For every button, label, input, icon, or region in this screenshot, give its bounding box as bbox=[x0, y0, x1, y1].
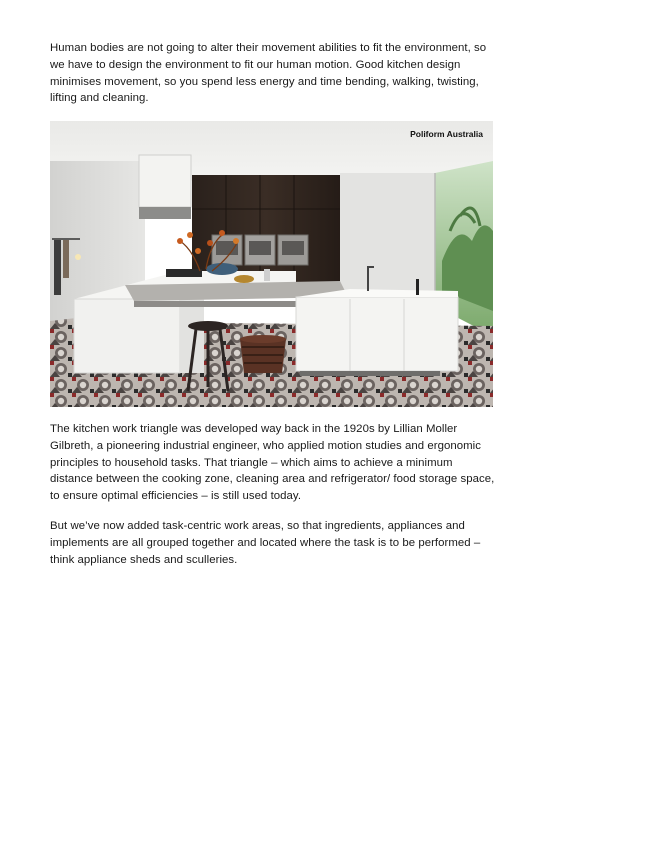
paragraph-work-triangle: The kitchen work triangle was developed way back in the 1920s by Lillian Moller Gilbreth, a pioneering industrial engineer, who applied motion studies and ergonomic principles to household tasks. That triangle – which aims to achieve a minimum distance between the cooking zone, cleaning area and refrigerator/ food storage space, to ensure optimal efficiencies – is still used today. bbox=[50, 423, 495, 503]
kitchen-illustration bbox=[50, 121, 493, 407]
paragraph-intro: Human bodies are not going to alter their movement abilities to fit the environment, so we have to design the environment to fit our human motion. Good kitchen design minimises movement, so you spend less energy and time bending, walking, twisting, lifting and cleaning. bbox=[50, 42, 487, 105]
paragraph-task-areas: But we’ve now added task-centric work areas, so that ingredients, appliances and implements are all grouped together and located where the task is to be performed – think appliance sheds and sculleries. bbox=[50, 520, 481, 566]
kitchen-photo bbox=[50, 121, 493, 407]
photo-credit: Poliform Australia bbox=[410, 129, 483, 139]
